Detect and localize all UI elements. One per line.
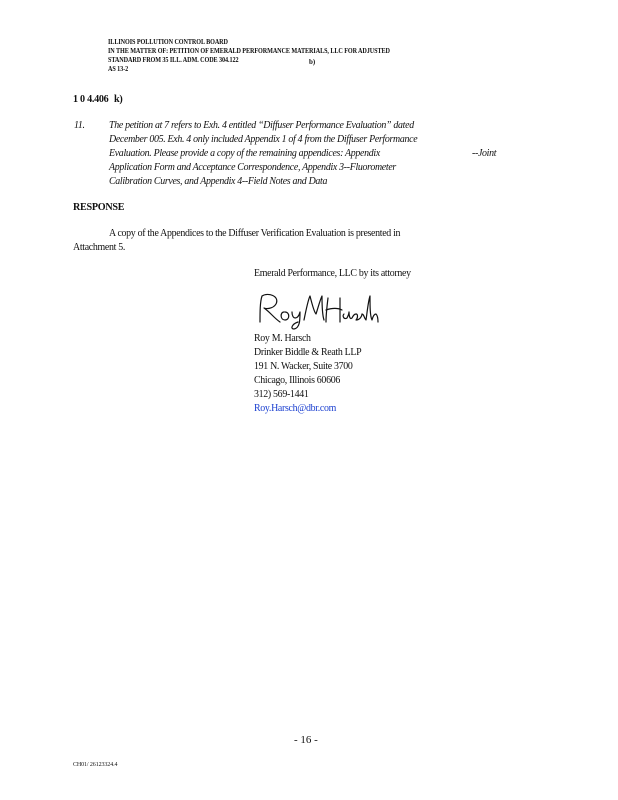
signer-firm: Drinker Biddle & Reath LLP	[254, 346, 362, 358]
question-line-3: Evaluation. Please provide a copy of the remaining appendices: Appendix	[109, 147, 380, 159]
signer-address-1: 191 N. Wacker, Suite 3700	[254, 360, 353, 372]
signer-phone: 312) 569-1441	[254, 388, 309, 400]
header-line-3-suffix: b)	[309, 58, 316, 66]
section-sublabel: k)	[114, 93, 123, 105]
signer-email-link[interactable]: Roy.Harsch@dbr.com	[254, 402, 336, 414]
signature-intro: Emerald Performance, LLC by its attorney	[254, 267, 411, 279]
question-line-1: The petition at 7 refers to Exh. 4 entitled “Diffuser Performance Evaluation” dated	[109, 119, 414, 131]
signer-name: Roy M. Harsch	[254, 332, 311, 344]
signer-address-2: Chicago, Illinois 60606	[254, 374, 340, 386]
question-line-4: Application Form and Acceptance Correspondence, Appendix 3--Fluorometer	[109, 161, 396, 173]
handwritten-signature	[254, 290, 380, 330]
section-label: 1 0 4.406	[73, 93, 109, 105]
header-line-3: STANDARD FROM 35 ILL. ADM. CODE 304.122	[108, 56, 239, 64]
document-id: CH01/ 26123324.4	[73, 762, 118, 768]
response-line-2: Attachment 5.	[73, 241, 125, 253]
question-number: 11.	[74, 119, 85, 131]
question-line-2: December 005. Exh. 4 only included Appendix 1 of 4 from the Diffuser Performance	[109, 133, 418, 145]
header-line-2: IN THE MATTER OF: PETITION OF EMERALD PERFORMANCE MATERIALS, LLC FOR ADJUSTED	[108, 47, 390, 55]
response-line-1: A copy of the Appendices to the Diffuser Verification Evaluation is presented in	[109, 227, 401, 239]
page-number: - 16 -	[294, 734, 318, 746]
response-heading: RESPONSE	[73, 201, 125, 213]
question-line-5: Calibration Curves, and Appendix 4--Field Notes and Data	[109, 175, 328, 187]
header-line-4: AS 13-2	[108, 65, 129, 73]
header-line-1: ILLINOIS POLLUTION CONTROL BOARD	[108, 38, 228, 46]
question-joint-fragment: --Joint	[472, 147, 497, 159]
